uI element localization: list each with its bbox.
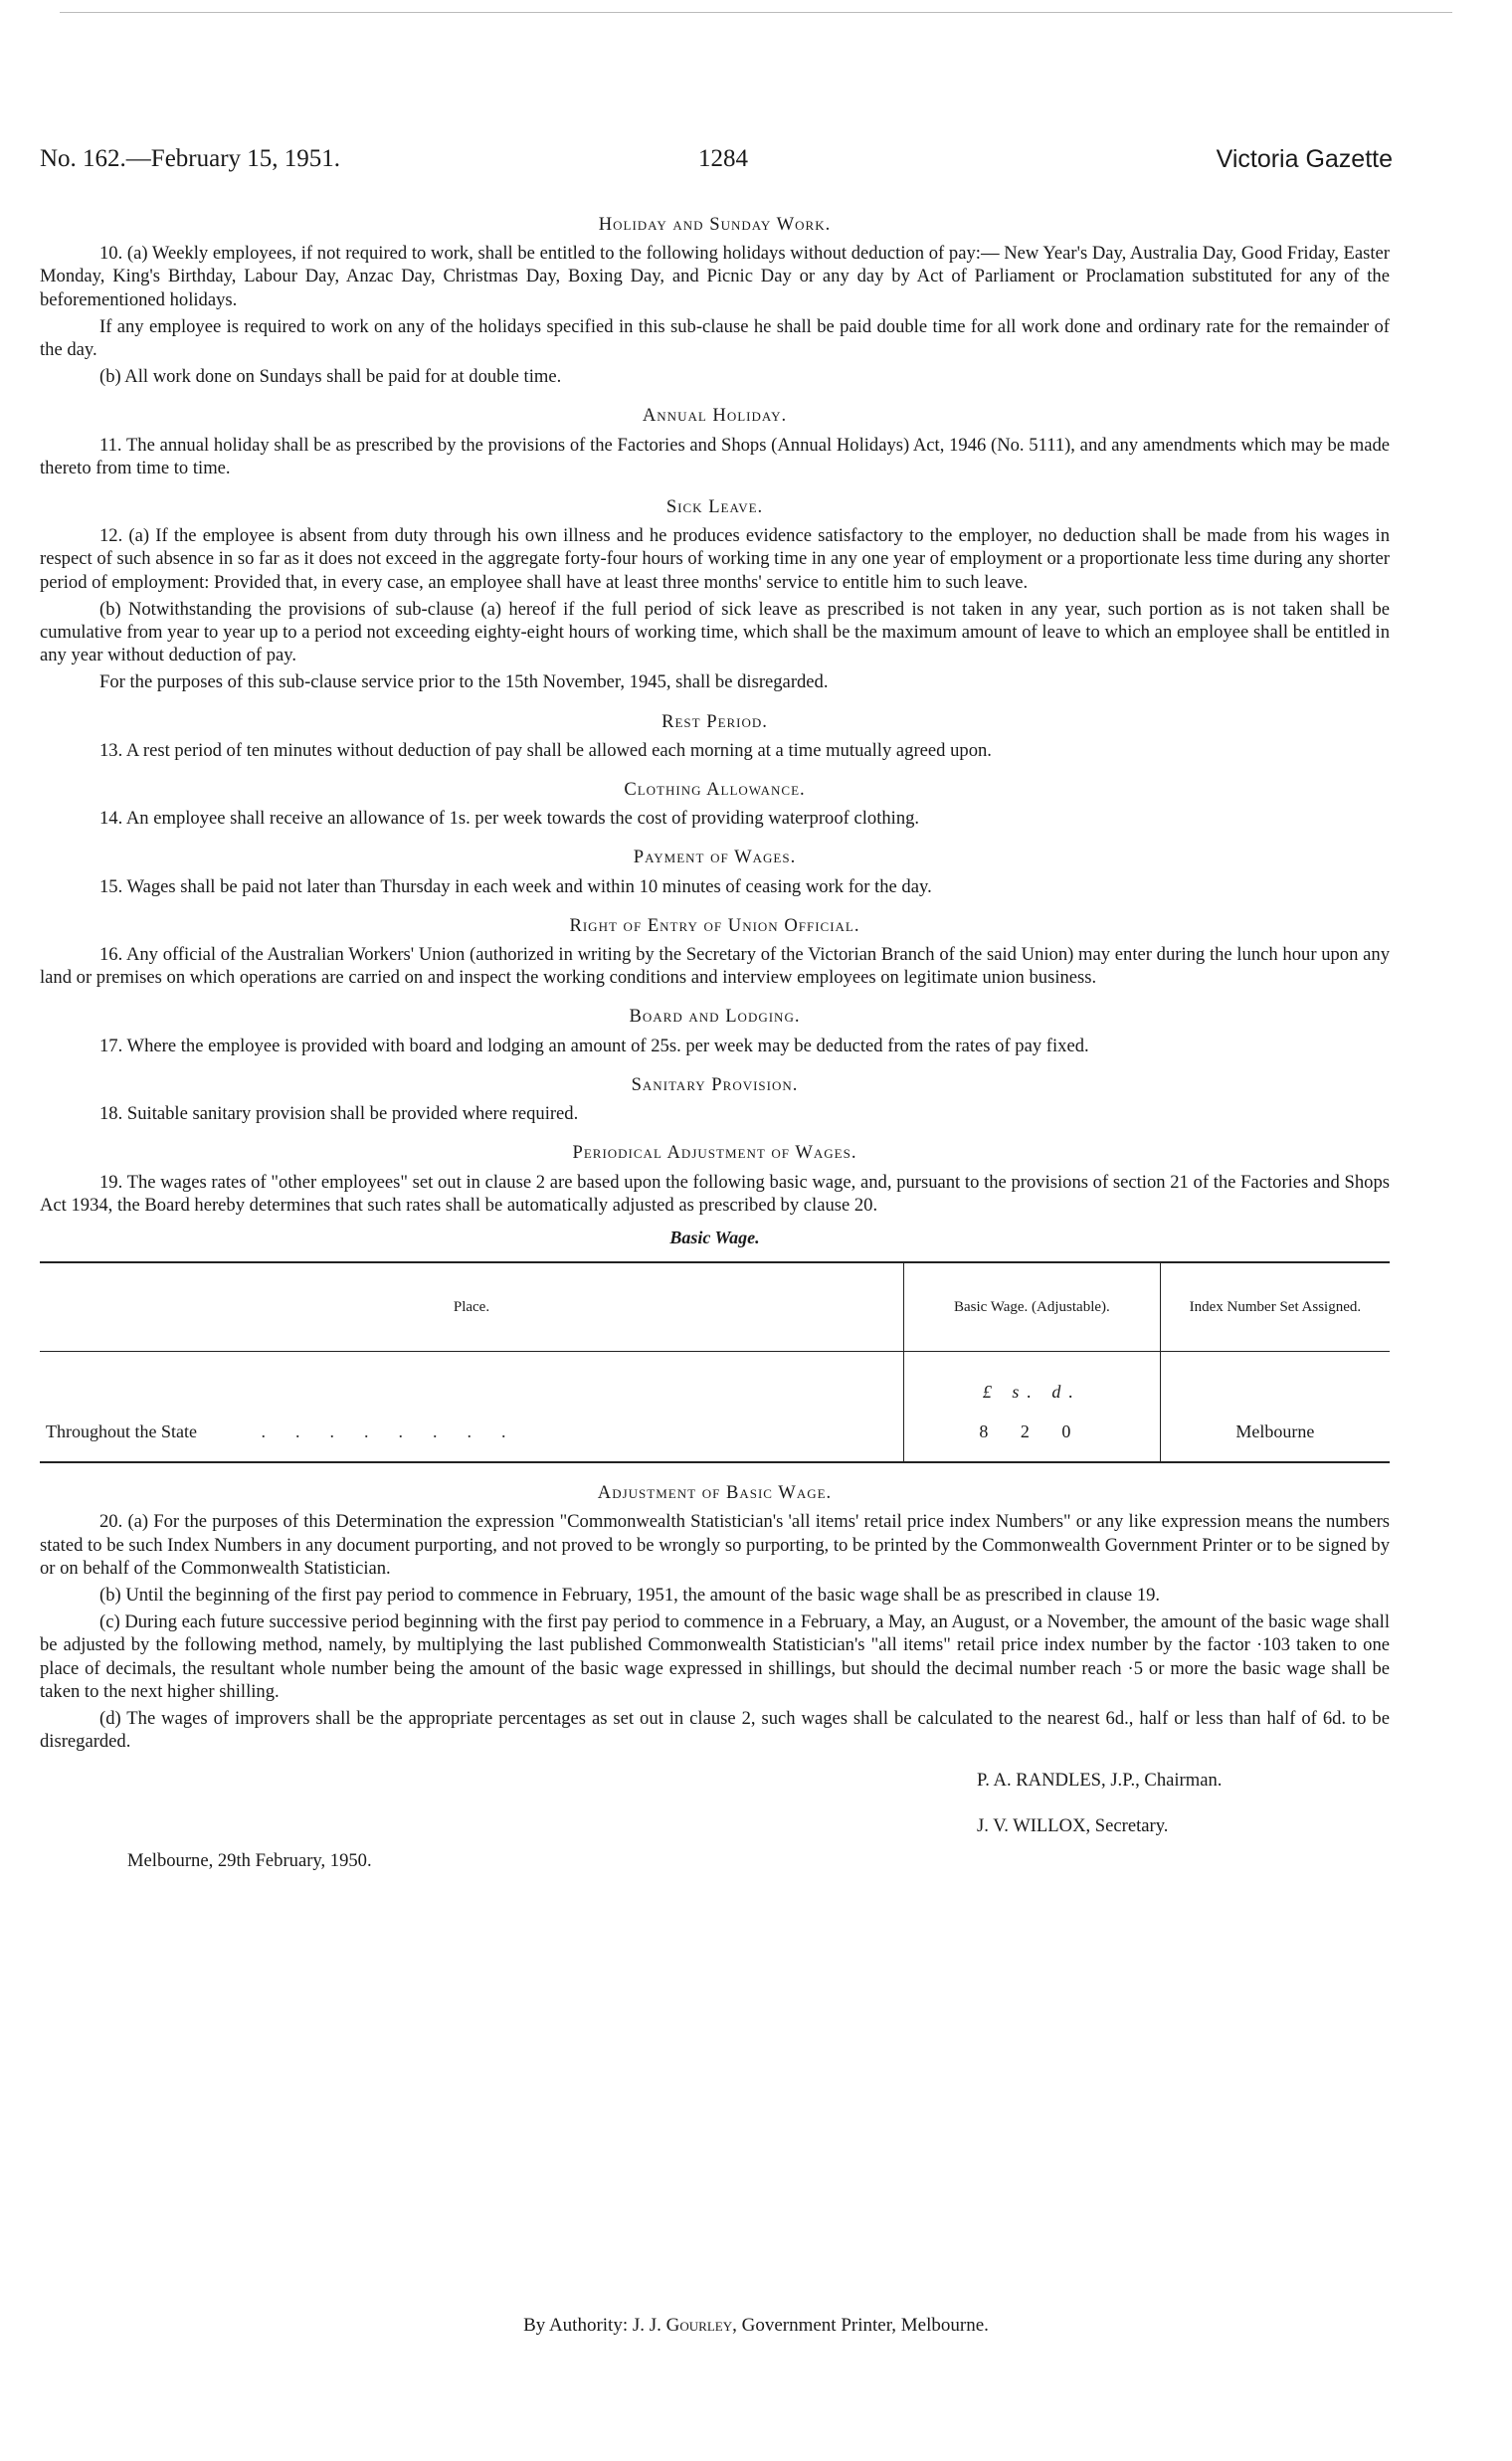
- printer-footer: [0, 2315, 1512, 2337]
- section-heading: Payment of Wages.: [633, 847, 797, 868]
- paragraph: 17. Where the employee is provided with board and lodging an amount of 25s. per week may be deducted from the rates of pay fixed.: [99, 1035, 1089, 1056]
- section-heading: Clothing Allowance.: [624, 779, 806, 801]
- chairman-signature: P. A. RANDLES, J.P., Chairman.: [977, 1770, 1223, 1792]
- paragraph: (b) All work done on Sundays shall be paid for at double time.: [99, 366, 562, 388]
- paragraph: 16. Any official of the Australian Workers' Union (authorized in writing by the Secretary of the Victorian Branch of the said Union) may enter during the lunch hour upon any land or premises on which operations are carried on and inspect the working conditions and interview employees on legitimate union business.: [40, 944, 1390, 989]
- column-header-basic-wage: Basic Wage. (Adjustable).: [903, 1262, 1160, 1352]
- place-cell: [40, 1410, 903, 1462]
- secretary-signature: J. V. WILLOX, Secretary.: [977, 1814, 1169, 1836]
- section-heading: Annual Holiday.: [642, 405, 788, 427]
- basic-wage-value: 8 2 0: [903, 1410, 1160, 1462]
- printer-name: J. J. Gourley,: [632, 2315, 737, 2336]
- section-heading: Sanitary Provision.: [631, 1073, 799, 1095]
- dated-line: Melbourne, 29th February, 1950.: [127, 1849, 372, 1871]
- paragraph: For the purposes of this sub-clause service prior to the 15th November, 1945, shall be disregarded.: [99, 671, 829, 693]
- paragraph: (b) Notwithstanding the provisions of sub-clause (a) hereof if the full period of sick leave as prescribed is not taken in any year, such portion as is not taken shall be cumulative from year to year up to a period not exceeding eighty-eight hours of working time, which shall be the maximum amount of leave to which an employee shall be entitled in any year without deduction of pay.: [40, 598, 1390, 666]
- top-rule: [60, 12, 1452, 13]
- section-heading: Right of Entry of Union Official.: [569, 914, 860, 936]
- paragraph: (b) Until the beginning of the first pay period to commence in February, 1951, the amount of the basic wage shall be as prescribed in clause 19.: [99, 1584, 1161, 1606]
- page-header: [40, 145, 1393, 185]
- section-heading: Sick Leave.: [665, 496, 764, 518]
- paragraph: 10. (a) Weekly employees, if not required to work, shall be entitled to the following holidays without deduction of pay:— New Year's Day, Australia Day, Good Friday, Easter Monday, King's Birthday, Labour Day, Anzac Day, Christmas Day, Boxing Day, and Picnic Day or any day by Act of Parliament or Proclamation substituted for any of the beforementioned holidays.: [40, 243, 1390, 310]
- paragraph: 13. A rest period of ten minutes without deduction of pay shall be allowed each morning at a time mutually agreed upon.: [99, 739, 992, 761]
- table-header-row: [40, 1262, 1390, 1352]
- section-heading: Periodical Adjustment of Wages.: [572, 1142, 857, 1164]
- paragraph: If any employee is required to work on any of the holidays specified in this sub-clause he shall be paid double time for all work done and ordinary rate for the remainder of the day.: [40, 315, 1390, 361]
- paragraph: (d) The wages of improvers shall be the appropriate percentages as set out in clause 2, such wages shall be calculated to the nearest 6d., half or less than half of 6d. to be disregarded.: [40, 1707, 1390, 1753]
- section-heading: Adjustment of Basic Wage.: [597, 1482, 833, 1504]
- basic-wage-table: [40, 1261, 1390, 1463]
- column-header-index-number: Index Number Set Assigned.: [1160, 1262, 1390, 1352]
- paragraph: 14. An employee shall receive an allowance of 1s. per week towards the cost of providing waterproof clothing.: [99, 808, 920, 830]
- publication-title: Victoria Gazette: [1216, 145, 1393, 173]
- paragraph: 20. (a) For the purposes of this Determination the expression "Commonwealth Statistician's 'all items' retail price index Numbers" or any like expression means the numbers stated to be such Index Numbers in any document purporting, and not proved to be wrongly so purporting, to be printed by the Commonwealth Government Printer or to be signed by or on behalf of the Commonwealth Statistician.: [40, 1511, 1390, 1579]
- page-number: 1284: [698, 145, 748, 172]
- paragraph: 12. (a) If the employee is absent from duty through his own illness and he produces evidence satisfactory to the employer, no deduction shall be made from his wages in respect of such absence in so far as it does not exceed in the aggregate forty-four hours of working time in any one year of employment or a proportionate less time during any shorter period of employment: Provided that, in every case, an employee shall have at least three months' service to entitle him to such leave.: [40, 525, 1390, 593]
- document-body: [40, 213, 1390, 1872]
- paragraph: 11. The annual holiday shall be as prescribed by the provisions of the Factories and Shops (Annual Holidays) Act, 1946 (No. 5111), and any amendments which may be made thereto from time to time.: [40, 434, 1390, 478]
- currency-units: £ s. d.: [903, 1352, 1160, 1411]
- section-heading: Board and Lodging.: [629, 1006, 801, 1028]
- place-name: Throughout the State: [46, 1420, 197, 1441]
- paragraph: (c) During each future successive period beginning with the first pay period to commence in a February, a May, an August, or a November, the amount of the basic wage shall be adjusted by the following method, namely, by multiplying the last published Commonwealth Statistician's "all items" retail price index number by the factor ·103 taken to one place of decimals, the resultant whole number being the amount of the basic wage expressed in shillings, but should the decimal number reach ·5 or more the basic wage shall be taken to the next higher shilling.: [40, 1611, 1390, 1702]
- table-caption: Basic Wage.: [669, 1227, 760, 1247]
- paragraph: 19. The wages rates of "other employees" set out in clause 2 are based upon the following basic wage, and, pursuant to the provisions of section 21 of the Factories and Shops Act 1934, the Board hereby determines that such rates shall be automatically adjusted as prescribed by clause 20.: [40, 1171, 1390, 1216]
- index-number-value: Melbourne: [1160, 1410, 1390, 1462]
- section-heading: Rest Period.: [662, 710, 768, 732]
- paragraph: 15. Wages shall be paid not later than Thursday in each week and within 10 minutes of ceasing work for the day.: [99, 875, 932, 897]
- column-header-place: Place.: [40, 1262, 903, 1352]
- signature-block: [977, 1769, 1390, 1836]
- table-units-row: [40, 1352, 1390, 1411]
- issue-number-date: No. 162.—February 15, 1951.: [40, 145, 341, 172]
- footer-suffix: Government Printer, Melbourne.: [741, 2315, 989, 2336]
- leader-dots: ........: [261, 1420, 536, 1441]
- section-heading: Holiday and Sunday Work.: [598, 214, 832, 235]
- footer-prefix: By Authority:: [523, 2315, 629, 2336]
- paragraph: 18. Suitable sanitary provision shall be provided where required.: [99, 1103, 579, 1125]
- table-row: [40, 1410, 1390, 1462]
